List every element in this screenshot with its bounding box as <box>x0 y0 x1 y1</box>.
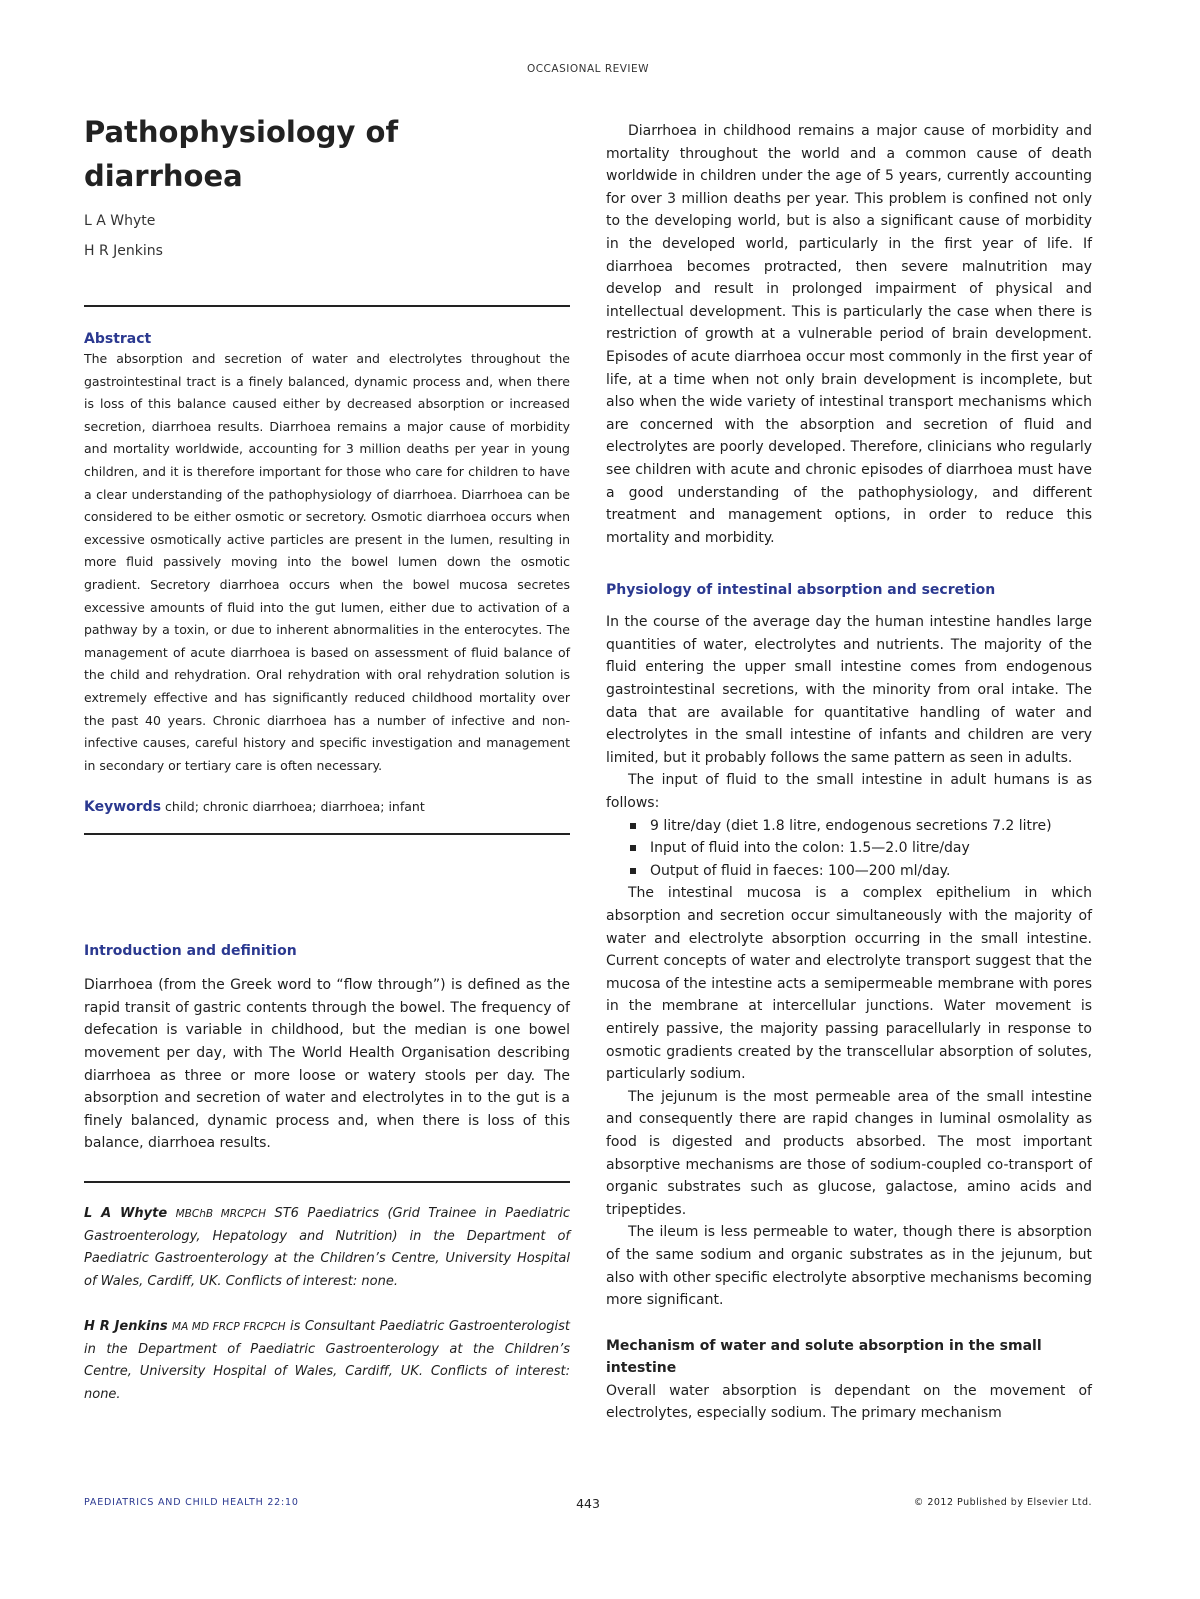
author-name: H R Jenkins <box>84 243 163 259</box>
author-list <box>84 206 570 266</box>
keywords <box>84 797 570 817</box>
affiliation-text: is Consultant Paediatric Gastroenterologist in the Department of Paediatric Gastroenterology at the Children’s Centre, University Hospital of Wales, Cardiff, UK. Conflicts of interest: none. <box>84 1318 571 1402</box>
body-paragraph: Overall water absorption is dependant on the movement of electrolytes, especially sodium. The primary mechanism <box>606 1382 1092 1422</box>
affiliation-credentials: MBChB MRCPCH <box>175 1208 266 1221</box>
page-number: 443 <box>576 1496 600 1511</box>
left-column <box>84 110 570 1407</box>
body-paragraph: The ileum is less permeable to water, though there is absorption of the same sodium and organic substrates as in the jejunum, but also with other specific electrolyte absorptive mechanisms becoming more significant. <box>606 1224 1092 1309</box>
affiliation <box>84 1316 570 1407</box>
keywords-label: Keywords <box>84 799 162 816</box>
keywords-text: child; chronic diarrhoea; diarrhoea; infant <box>165 799 425 815</box>
divider <box>84 305 570 307</box>
affiliation-name: L A Whyte <box>84 1206 168 1222</box>
copyright-notice: © 2012 Published by Elsevier Ltd. <box>913 1497 1092 1508</box>
bullet-item <box>630 815 1092 838</box>
right-column <box>606 120 1092 1425</box>
abstract-text: The absorption and secretion of water and electrolytes throughout the gastrointestinal tract is a finely balanced, dynamic process and, when there is loss of this balance caused either by decreased absorption or increased secretion, diarrhoea results. Diarrhoea remains a major cause of morbidity and mortality worldwide, accounting for 3 million deaths per year in young children, and it is therefore important for those who care for children to have a clear understanding of the pathophysiology of diarrhoea. Diarrhoea can be considered to be either osmotic or secretory. Osmotic diarrhoea occurs when excessive osmotically active particles are present in the lumen, resulting in more fluid passively moving into the bowel lumen down the osmotic gradient. Secretory diarrhoea occurs when the bowel mucosa secretes excessive amounts of fluid into the gut lumen, either due to activation of a pathway by a toxin, or due to inherent abnormalities in the enterocytes. The management of acute diarrhoea is based on assessment of fluid balance of the child and rehydration. Oral rehydration with oral rehydration solution is extremely effective and has significantly reduced childhood mortality over the past 40 years. Chronic diarrhoea has a number of infective and non-infective causes, careful history and specific investigation and management in secondary or tertiary care is often necessary. <box>84 351 570 773</box>
title-line-2: diarrhoea <box>84 159 243 193</box>
bullet-text: Output of fluid in faeces: 100—200 ml/day. <box>650 862 951 879</box>
page-footer <box>84 1497 1092 1513</box>
bullet-text: 9 litre/day (diet 1.8 litre, endogenous secretions 7.2 litre) <box>650 817 1052 834</box>
bullet-square-icon <box>630 868 636 874</box>
body-paragraph: Diarrhoea in childhood remains a major cause of morbidity and mortality throughout the world and a common cause of death worldwide in children under the age of 5 years, currently accounting for over 3 million deaths per year. This problem is confined not only to the developing world, but is also a significant cause of morbidity in the developed world, particularly in the first year of life. If diarrhoea becomes protracted, then severe malnutrition may develop and result in prolonged impairment of physical and intellectual development. This is particularly the case when there is restriction of growth at a vulnerable period of brain development. Episodes of acute diarrhoea occur most commonly in the first year of life, at a time when not only brain development is incomplete, but also when the wide variety of intestinal transport mechanisms which are concerned with the absorption and secretion of fluid and electrolytes are poorly developed. Therefore, clinicians who regularly see children with acute and chronic episodes of diarrhoea must have a good understanding of the pathophysiology, and different treatment and management options, in order to reduce this mortality and morbidity. <box>606 123 1092 546</box>
bullet-square-icon <box>630 823 636 829</box>
bullet-square-icon <box>630 845 636 851</box>
journal-citation: PAEDIATRICS AND CHILD HEALTH 22:10 <box>84 1497 299 1508</box>
bullet-item <box>630 837 1092 860</box>
section-header: OCCASIONAL REVIEW <box>526 63 650 75</box>
title-line-1: Pathophysiology of <box>84 115 399 149</box>
bullet-item <box>630 860 1092 883</box>
article-title <box>84 110 570 198</box>
intro-text: Diarrhoea (from the Greek word to “flow through”) is defined as the rapid transit of gastric contents through the bowel. The frequency of defecation is variable in childhood, but the median is one bowel movement per day, with The World Health Organisation describing diarrhoea as three or more loose or watery stools per day. The absorption and secretion of water and electrolytes in to the gut is a finely balanced, dynamic process and, when there is loss of this balance, diarrhoea results. <box>84 977 570 1152</box>
bullet-text: Input of fluid into the colon: 1.5—2.0 litre/day <box>650 840 970 857</box>
affiliation-name: H R Jenkins <box>84 1318 168 1334</box>
intro-heading: Introduction and definition <box>84 943 297 960</box>
abstract-heading: Abstract <box>84 331 152 347</box>
affiliation-text: ST6 Paediatrics (Grid Trainee in Paediatric Gastroenterology, Hepatology and Nutrition) in the Department of Paediatric Gastroenterology at the Children’s Centre, University Hospital of Wales, Cardiff, UK. Conflicts of interest: none. <box>84 1206 570 1290</box>
author-name: L A Whyte <box>84 213 156 229</box>
body-paragraph: The jejunum is the most permeable area of the small intestine and consequently there are rapid changes in luminal osmolality as food is digested and products absorbed. The most important absorptive mechanisms are those of sodium-coupled co-transport of organic substrates such as glucose, galactose, amino acids and tripeptides. <box>606 1088 1092 1218</box>
affiliation-credentials: MA MD FRCP FRCPCH <box>172 1320 286 1333</box>
body-paragraph: The input of fluid to the small intestine in adult humans is as follows: <box>606 772 1092 812</box>
bullet-list <box>606 815 1092 883</box>
body-paragraph: The intestinal mucosa is a complex epithelium in which absorption and secretion occur simultaneously with the majority of water and electrolyte absorption occurring in the small intestine. Current concepts of water and electrolyte transport suggest that the mucosa of the intestine acts a semipermeable membrane with pores in the membrane at intercellular junctions. Water movement is entirely passive, the majority passing paracellularly in response to osmotic gradients created by the transcellular absorption of solutes, particularly sodium. <box>606 885 1092 1083</box>
affiliation <box>84 1203 570 1294</box>
divider <box>84 833 570 835</box>
section-heading: Physiology of intestinal absorption and secretion <box>606 582 996 599</box>
subsection-heading: Mechanism of water and solute absorption in the small intestine <box>606 1337 1042 1377</box>
body-paragraph: In the course of the average day the human intestine handles large quantities of water, electrolytes and nutrients. The majority of the fluid entering the upper small intestine comes from endogenous gastrointestinal secretions, with the minority from oral intake. The data that are available for quantitative handling of water and electrolytes in the small intestine of infants and children are very limited, but it probably follows the same pattern as seen in adults. <box>606 614 1092 766</box>
divider <box>84 1181 570 1183</box>
